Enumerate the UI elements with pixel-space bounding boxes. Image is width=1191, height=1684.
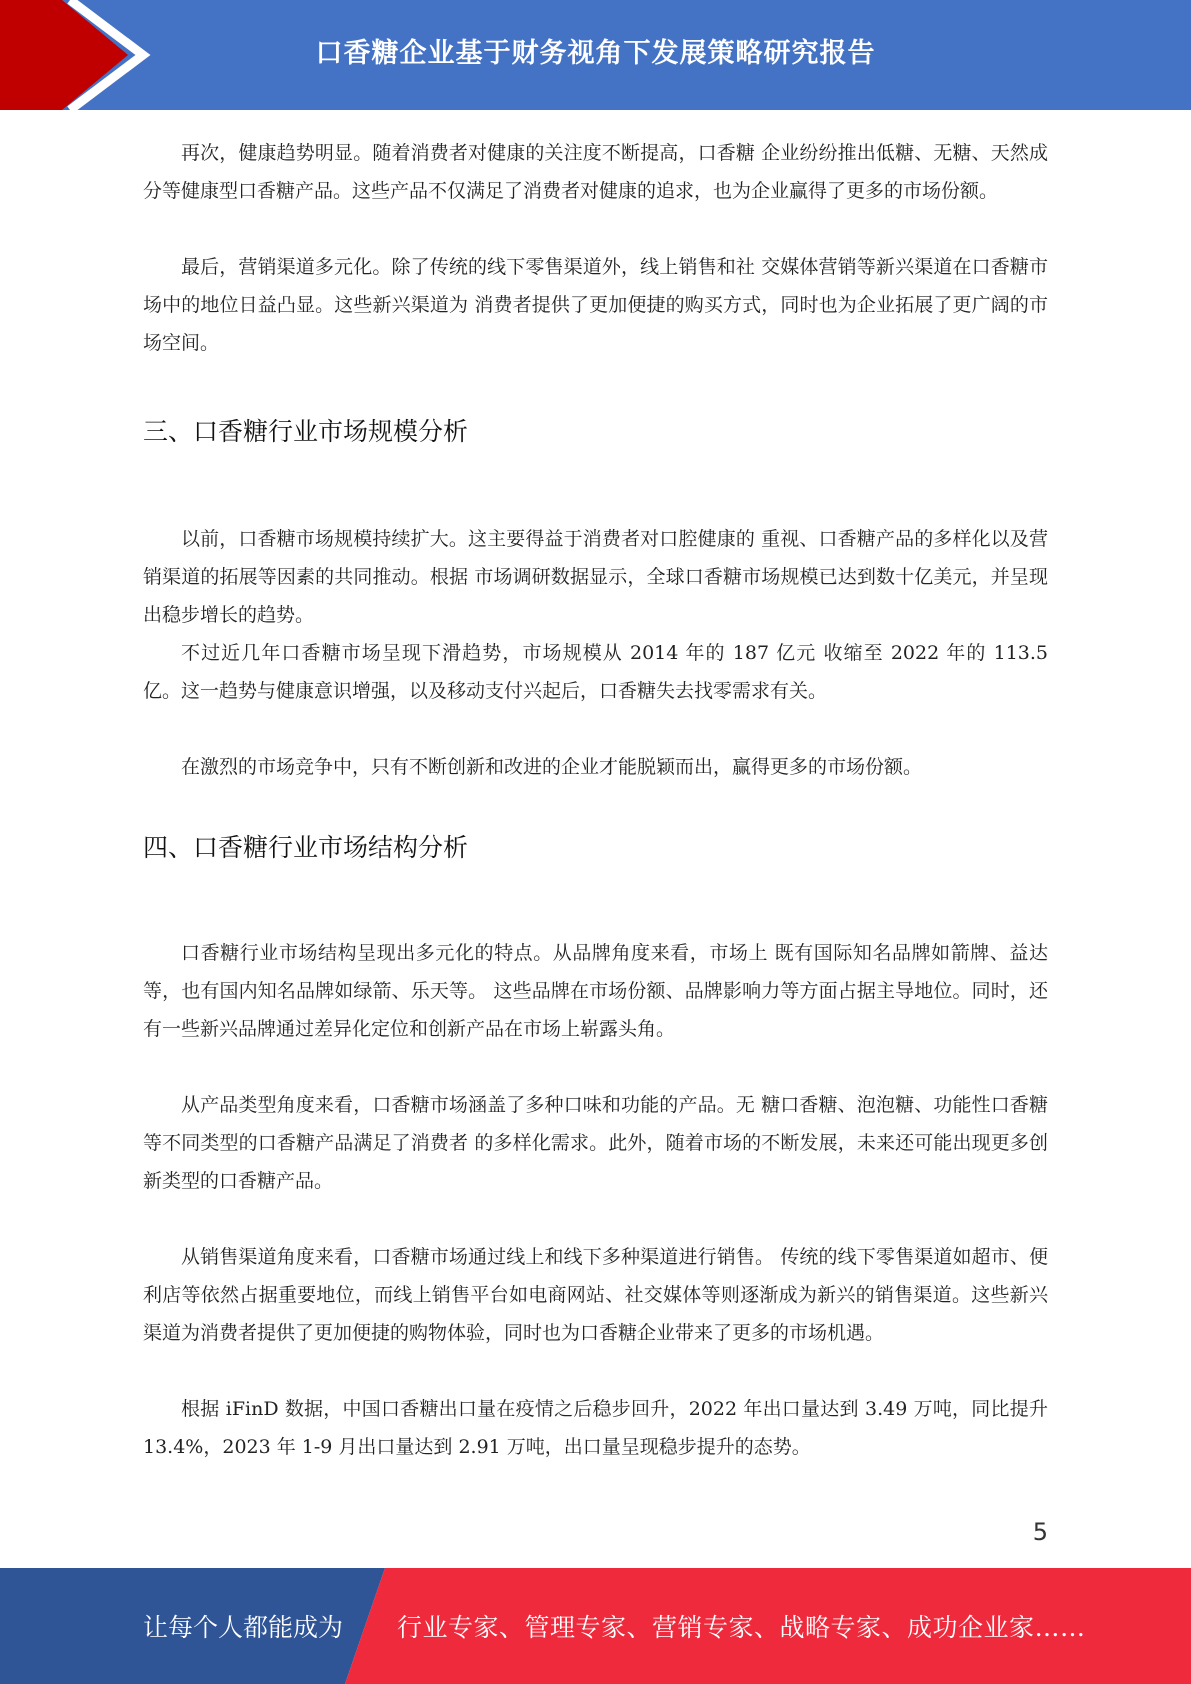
paragraph-market-growth: 以前，口香糖市场规模持续扩大。这主要得益于消费者对口腔健康的 重视、口香糖产品的多样化以及营销渠道的拓展等因素的共同推动。根据 市场调研数据显示，全球口香糖市场规模已达到数十亿美元，并呈现出稳步增长的趋势。 [143, 528, 1048, 626]
paragraph-market-decline: 不过近几年口香糖市场呈现下滑趋势，市场规模从 2014 年的 187 亿元 收缩至 2022 年的 113.5 亿。这一趋势与健康意识增强，以及移动支付兴起后，口香糖失去找零需求有关。 [143, 642, 1048, 702]
paragraph-product-types: 从产品类型角度来看，口香糖市场涵盖了多种口味和功能的产品。无 糖口香糖、泡泡糖、功能性口香糖等不同类型的口香糖产品满足了消费者 的多样化需求。此外，随着市场的不断发展，未来还可能出现更多创新类型的口香糖产品。 [143, 1094, 1048, 1192]
footer-slogan-left: 让每个人都能成为 [143, 1613, 344, 1642]
footer-slogan-right: 行业专家、管理专家、营销专家、战略专家、成功企业家…… [397, 1613, 1086, 1642]
paragraph-channel-diversification: 最后，营销渠道多元化。除了传统的线下零售渠道外，线上销售和社 交媒体营销等新兴渠道在口香糖市场中的地位日益凸显。这些新兴渠道为 消费者提供了更加便捷的购买方式，同时也为企业拓展了更广阔的市场空间。 [143, 256, 1048, 354]
paragraph-export-data: 根据 iFinD 数据，中国口香糖出口量在疫情之后稳步回升，2022 年出口量达到 3.49 万吨，同比提升 13.4%，2023 年 1-9 月出口量达到 2.91 万吨，出口量呈现稳步提升的态势。 [143, 1398, 1048, 1458]
footer-banner [0, 1568, 1191, 1684]
paragraph-competition: 在激烈的市场竞争中，只有不断创新和改进的企业才能脱颖而出，赢得更多的市场份额。 [181, 756, 923, 778]
section-heading-market-size: 三、口香糖行业市场规模分析 [143, 417, 469, 446]
document-title: 口香糖企业基于财务视角下发展策略研究报告 [315, 37, 876, 69]
paragraph-sales-channels: 从销售渠道角度来看，口香糖市场通过线上和线下多种渠道进行销售。 传统的线下零售渠道如超市、便利店等依然占据重要地位，而线上销售平台如电商网站、社交媒体等则逐渐成为新兴的销售渠道。这些新兴渠道为消费者提供了更加便捷的购物体验，同时也为口香糖企业带来了更多的市场机遇。 [143, 1246, 1048, 1344]
page-number: 5 [1032, 1518, 1048, 1546]
paragraph-brand-structure: 口香糖行业市场结构呈现出多元化的特点。从品牌角度来看，市场上 既有国际知名品牌如箭牌、益达等，也有国内知名品牌如绿箭、乐天等。 这些品牌在市场份额、品牌影响力等方面占据主导地位。同时，还有一些新兴品牌通过差异化定位和创新产品在市场上崭露头角。 [143, 942, 1048, 1040]
paragraph-health-trend: 再次，健康趋势明显。随着消费者对健康的关注度不断提高，口香糖 企业纷纷推出低糖、无糖、天然成分等健康型口香糖产品。这些产品不仅满足了消费者对健康的追求，也为企业赢得了更多的市场份额。 [143, 142, 1048, 202]
document-body [143, 134, 1048, 1466]
section-heading-market-structure: 四、口香糖行业市场结构分析 [143, 833, 469, 862]
